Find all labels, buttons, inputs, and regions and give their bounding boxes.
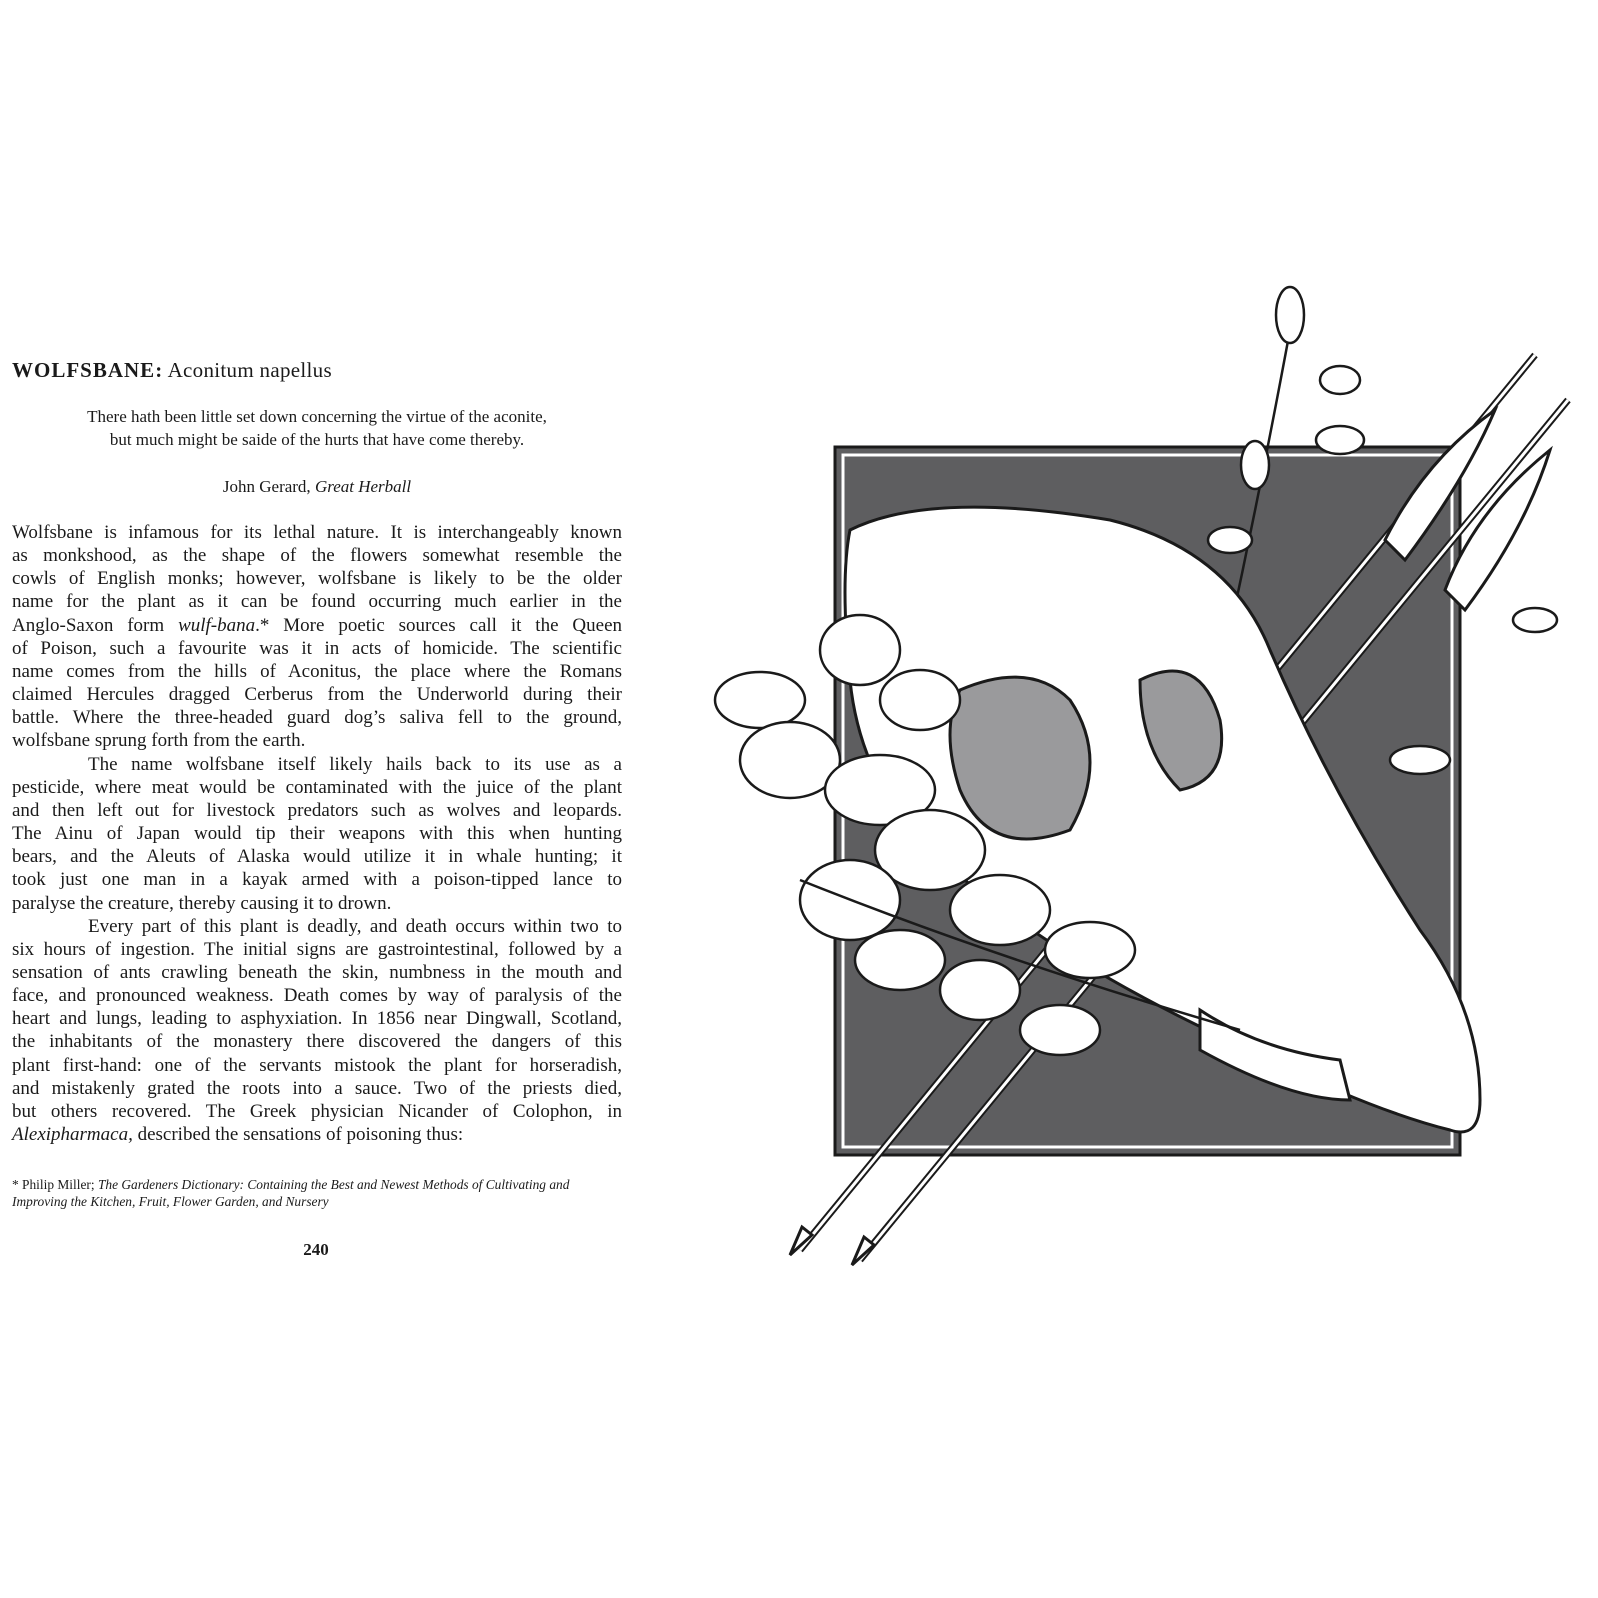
text-run: Every part of this plant is deadly, and death occurs within two to	[88, 915, 622, 937]
text-run: the inhabitants of the monastery there discovered the dangers of this	[12, 1031, 622, 1053]
text-run: cowls of English monks; however, wolfsbane is likely to be the older	[12, 568, 622, 590]
text-run: but others recovered. The Greek physician Nicander of Colophon, in	[12, 1100, 622, 1122]
text-run: pesticide, where meat would be contaminated with the juice of the plant	[12, 776, 622, 798]
text-run: paralyse the creature, thereby causing it to drown.	[12, 892, 392, 914]
epigraph-line: but much might be saide of the hurts that have come thereby.	[109, 430, 525, 449]
text-run: Anglo-Saxon form	[12, 614, 179, 636]
text-run: took just one man in a kayak armed with a poison-tipped lance to	[12, 869, 622, 891]
text-run: name for the plant as it can be found occurring much earlier in the	[12, 591, 622, 613]
entry-common-name: WOLFSBANE:	[12, 358, 164, 382]
text-run: name comes from the hills of Aconitus, the place where the Romans	[12, 660, 622, 682]
text-run: sensation of ants crawling beneath the skin, numbness in the mouth and	[12, 961, 622, 983]
text-run: battle. Where the three-headed guard dog’s saliva fell to the ground,	[12, 707, 622, 729]
epigraph-work: Great Herball	[314, 477, 412, 496]
text-run: of Poison, such a favourite was it in acts of homicide. The scientific	[12, 637, 622, 659]
footnote-author: * Philip Miller;	[12, 1177, 98, 1192]
text-run: The name wolfsbane itself likely hails back to its use as a	[88, 753, 622, 775]
page-number: 240	[303, 1240, 329, 1259]
text-run: The Ainu of Japan would tip their weapons with this when hunting	[12, 823, 622, 845]
entry-latin-name: Aconitum napellus	[167, 358, 332, 382]
text-run: six hours of ingestion. The initial signs are gastrointestinal, followed by a	[12, 938, 622, 960]
text-run: heart and lungs, leading to asphyxiation. In 1856 near Dingwall, Scotland,	[12, 1008, 622, 1030]
text-run: wolfsbane sprung forth from the earth.	[12, 730, 306, 752]
text-run: plant first-hand: one of the servants mistook the plant for horseradish,	[12, 1054, 622, 1076]
text-run: .* More poetic sources call it the Queen	[255, 614, 622, 636]
text-run: Wolfsbane is infamous for its lethal nature. It is interchangeably known	[12, 522, 622, 543]
epigraph-line: There hath been little set down concerning the virtue of the aconite,	[87, 407, 547, 426]
text-run: and mistakenly grated the roots into a sauce. Two of the priests died,	[12, 1077, 622, 1099]
italic-text: wulf-bana	[178, 614, 256, 636]
text-run: claimed Hercules dragged Cerberus from the Underworld during their	[12, 684, 622, 706]
text-run: as monkshood, as the shape of the flowers somewhat resemble the	[12, 545, 622, 567]
italic-text: Alexipharmaca,	[12, 1124, 133, 1146]
text-run: and then left out for livestock predators such as wolves and leopards.	[12, 799, 622, 821]
epigraph-author: John Gerard,	[222, 477, 315, 496]
text-run: face, and pronounced weakness. Death comes by way of paralysis of the	[12, 985, 622, 1007]
text-run: described the sensations of poisoning thus:	[132, 1124, 464, 1146]
text-run: bears, and the Aleuts of Alaska would utilize it in whale hunting; it	[12, 846, 622, 868]
footnote-title: The Gardeners Dictionary: Containing the Best and Newest Methods of Cultivating and Improving the Kitchen, Fruit, Flower Garden, and Nursery	[12, 1177, 570, 1209]
